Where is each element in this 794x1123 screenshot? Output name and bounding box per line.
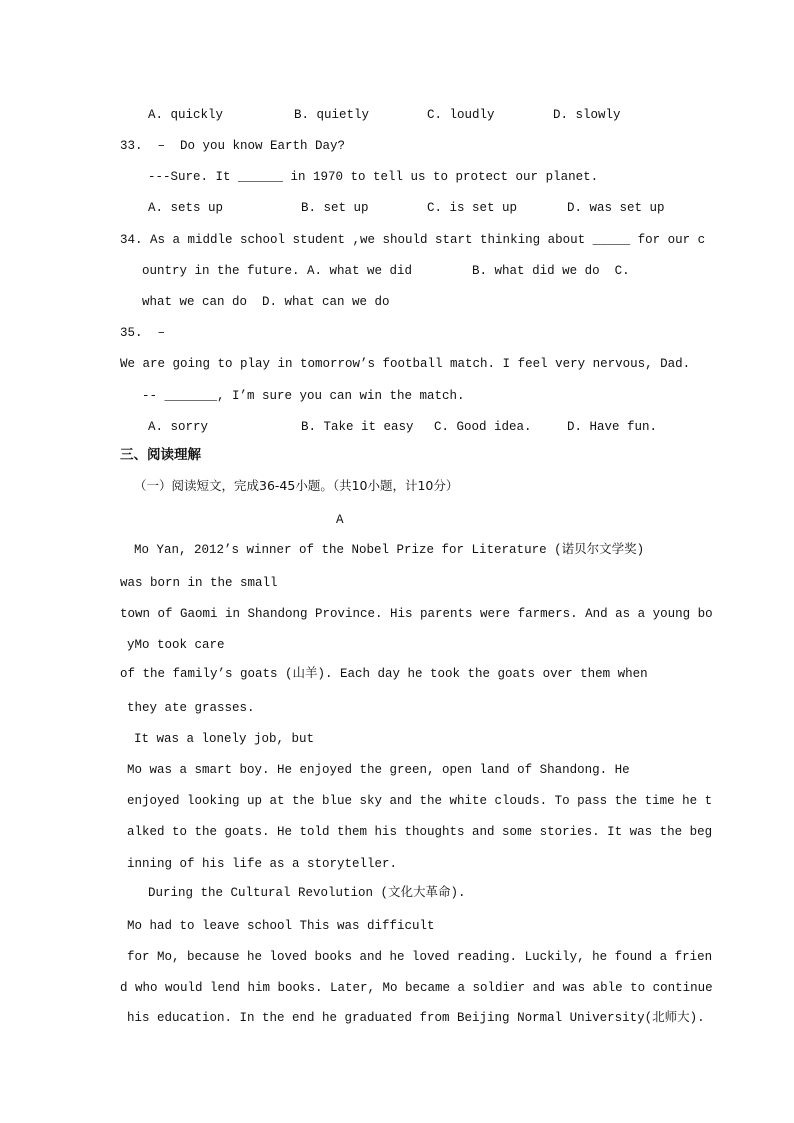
passage-line: his education. In the end he graduated from Beijing Normal University(北师大). <box>127 1011 705 1025</box>
q33-option-c: C. is set up <box>427 201 518 215</box>
passage-line: Mo was a smart boy. He enjoyed the green, open land of Shandong. He <box>127 763 630 777</box>
q33-option-d: D. was set up <box>567 201 665 215</box>
q35-option-b: B. Take it easy <box>301 420 414 434</box>
q35-prompt: We are going to play in tomorrow’s football match. I feel very nervous, Dad. <box>120 357 691 371</box>
passage-label: A <box>336 513 344 527</box>
passage-line: inning of his life as a storyteller. <box>127 857 398 871</box>
q33-prompt: 33. – Do you know Earth Day? <box>120 139 346 153</box>
q34-line-2: ountry in the future. A. what we did B. what did we do C. <box>142 264 630 278</box>
passage-line: alked to the goats. He told them his thoughts and some stories. It was the beg <box>127 825 713 839</box>
passage-line: d who would lend him books. Later, Mo became a soldier and was able to continue <box>120 981 713 995</box>
q32-option-d: D. slowly <box>553 108 621 122</box>
q32-option-b: B. quietly <box>294 108 370 122</box>
passage-line: they ate grasses. <box>127 701 255 715</box>
passage-line: of the family’s goats (山羊). Each day he took the goats over them when <box>120 667 648 681</box>
passage-line: for Mo, because he loved books and he loved reading. Luckily, he found a frien <box>127 950 713 964</box>
q35-option-c: C. Good idea. <box>434 420 532 434</box>
passage-line: It was a lonely job, but <box>134 732 315 746</box>
q35-number: 35. – <box>120 326 166 340</box>
section-heading: 三、阅读理解 <box>120 447 201 463</box>
q35-option-d: D. Have fun. <box>567 420 658 434</box>
q32-option-c: C. loudly <box>427 108 495 122</box>
q33-option-a: A. sets up <box>148 201 224 215</box>
passage-line: Mo Yan, 2012’s winner of the Nobel Prize for Literature (诺贝尔文学奖) <box>134 543 645 557</box>
q33-option-b: B. set up <box>301 201 369 215</box>
passage-line: enjoyed looking up at the blue sky and the white clouds. To pass the time he t <box>127 794 713 808</box>
q34-line-1: 34. As a middle school student ,we should start thinking about _____ for our c <box>120 233 706 247</box>
q34-line-3: what we can do D. what can we do <box>142 295 390 309</box>
section-instruction: （一）阅读短文，完成36-45小题。（共10小题，计10分） <box>134 478 459 493</box>
q35-option-a: A. sorry <box>148 420 209 434</box>
passage-line: yMo took care <box>127 638 225 652</box>
passage-line: Mo had to leave school This was difficult <box>127 919 435 933</box>
passage-line: was born in the small <box>120 576 278 590</box>
q33-answer-line: ---Sure. It ______ in 1970 to tell us to protect our planet. <box>148 170 599 184</box>
passage-line: During the Cultural Revolution (文化大革命). <box>148 886 466 900</box>
passage-line: town of Gaomi in Shandong Province. His parents were farmers. And as a young bo <box>120 607 713 621</box>
q35-answer-line: -- _______, I’m sure you can win the match. <box>142 389 465 403</box>
q32-option-a: A. quickly <box>148 108 224 122</box>
